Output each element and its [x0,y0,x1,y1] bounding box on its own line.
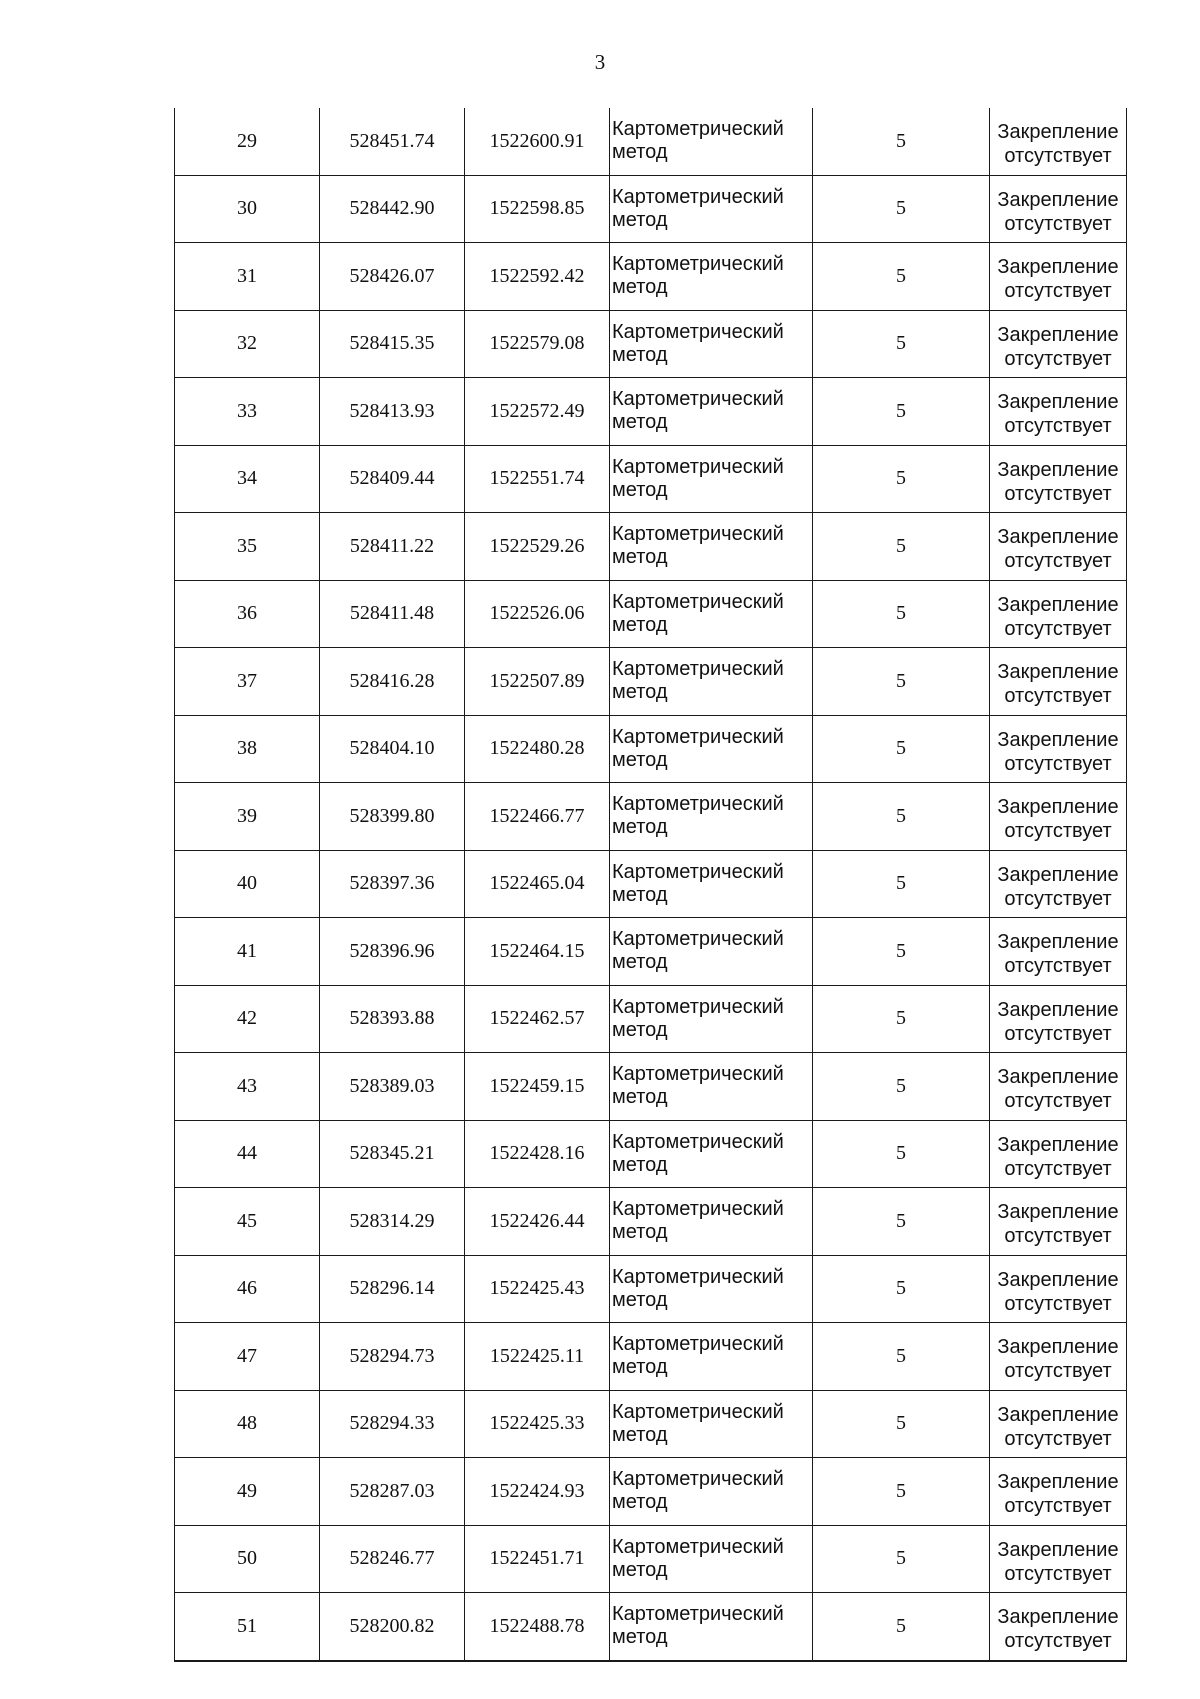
method-line-2: метод [612,478,668,501]
point-number-cell: 34 [175,445,320,513]
accuracy-cell: 5 [813,1188,990,1256]
x-coordinate-cell: 528246.77 [320,1525,465,1593]
fixation-cell [990,1053,1127,1121]
x-coordinate-cell: 528397.36 [320,850,465,918]
method-line-2: метод [612,748,668,771]
table-row [175,1390,1127,1458]
point-number-cell: 38 [175,715,320,783]
accuracy-cell: 5 [813,1323,990,1391]
fixation-line-2: отсутствует [1004,1630,1112,1653]
method-line-2: метод [612,276,668,299]
y-coordinate-cell: 1522425.33 [465,1390,610,1458]
method-cell [610,1255,813,1323]
method-cell [610,648,813,716]
table-row [175,1593,1127,1661]
method-cell [610,715,813,783]
point-number-cell: 31 [175,243,320,311]
fixation-line-2: отсутствует [1004,280,1112,303]
accuracy-cell: 5 [813,985,990,1053]
point-number-cell: 35 [175,513,320,581]
fixation-line-2: отсутствует [1004,347,1112,370]
fixation-cell [990,1525,1127,1593]
y-coordinate-cell: 1522428.16 [465,1120,610,1188]
y-coordinate-cell: 1522464.15 [465,918,610,986]
x-coordinate-cell: 528411.22 [320,513,465,581]
point-number-cell: 32 [175,310,320,378]
method-cell [610,918,813,986]
x-coordinate-cell: 528409.44 [320,445,465,513]
x-coordinate-cell: 528416.28 [320,648,465,716]
fixation-cell [990,1593,1127,1661]
method-line-1: Картометрический [612,590,784,613]
method-line-2: метод [612,1018,668,1041]
method-line-2: метод [612,343,668,366]
fixation-cell [990,175,1127,243]
method-line-1: Картометрический [612,1130,784,1153]
fixation-line-1: Закрепление [997,1471,1119,1494]
method-cell [610,985,813,1053]
fixation-line-2: отсутствует [1004,887,1112,910]
method-cell [610,1525,813,1593]
y-coordinate-cell: 1522551.74 [465,445,610,513]
y-coordinate-cell: 1522424.93 [465,1458,610,1526]
fixation-cell [990,580,1127,648]
fixation-cell [990,1323,1127,1391]
method-cell [610,1188,813,1256]
method-cell [610,580,813,648]
accuracy-cell: 5 [813,580,990,648]
y-coordinate-cell: 1522572.49 [465,378,610,446]
x-coordinate-cell: 528294.33 [320,1390,465,1458]
point-number-cell: 44 [175,1120,320,1188]
point-number-cell: 39 [175,783,320,851]
table-row [175,1255,1127,1323]
fixation-cell [990,108,1127,175]
table-row [175,580,1127,648]
table-row [175,1120,1127,1188]
method-line-1: Картометрический [612,1535,784,1558]
y-coordinate-cell: 1522507.89 [465,648,610,716]
table-row [175,1458,1127,1526]
fixation-cell [990,1188,1127,1256]
method-cell [610,378,813,446]
fixation-cell [990,1255,1127,1323]
fixation-cell [990,310,1127,378]
fixation-line-1: Закрепление [997,728,1119,751]
fixation-line-2: отсутствует [1004,482,1112,505]
method-line-2: метод [612,1153,668,1176]
fixation-line-2: отсутствует [1004,1022,1112,1045]
method-line-2: метод [612,1423,668,1446]
method-line-1: Картометрический [612,1603,784,1626]
fixation-line-2: отсутствует [1004,752,1112,775]
x-coordinate-cell: 528294.73 [320,1323,465,1391]
point-number-cell: 29 [175,108,320,175]
point-number-cell: 49 [175,1458,320,1526]
table-row [175,783,1127,851]
accuracy-cell: 5 [813,648,990,716]
table-row [175,985,1127,1053]
fixation-line-1: Закрепление [997,1133,1119,1156]
accuracy-cell: 5 [813,715,990,783]
fixation-line-1: Закрепление [997,1336,1119,1359]
accuracy-cell: 5 [813,513,990,581]
accuracy-cell: 5 [813,243,990,311]
point-number-cell: 45 [175,1188,320,1256]
method-line-2: метод [612,1221,668,1244]
y-coordinate-cell: 1522466.77 [465,783,610,851]
fixation-line-1: Закрепление [997,391,1119,414]
accuracy-cell: 5 [813,918,990,986]
method-line-1: Картометрический [612,523,784,546]
fixation-line-2: отсутствует [1004,1562,1112,1585]
method-cell [610,310,813,378]
method-line-1: Картометрический [612,1468,784,1491]
method-cell [610,1390,813,1458]
method-line-1: Картометрический [612,388,784,411]
table-row [175,108,1127,175]
method-line-2: метод [612,613,668,636]
fixation-line-1: Закрепление [997,661,1119,684]
x-coordinate-cell: 528411.48 [320,580,465,648]
fixation-line-1: Закрепление [997,1066,1119,1089]
table-row [175,310,1127,378]
point-number-cell: 48 [175,1390,320,1458]
table-row [175,648,1127,716]
accuracy-cell: 5 [813,310,990,378]
x-coordinate-cell: 528287.03 [320,1458,465,1526]
method-line-1: Картометрический [612,185,784,208]
method-line-1: Картометрический [612,860,784,883]
method-line-1: Картометрический [612,1198,784,1221]
method-cell [610,445,813,513]
method-cell [610,513,813,581]
method-line-1: Картометрический [612,253,784,276]
accuracy-cell: 5 [813,1593,990,1661]
point-number-cell: 47 [175,1323,320,1391]
point-number-cell: 33 [175,378,320,446]
x-coordinate-cell: 528451.74 [320,108,465,175]
y-coordinate-cell: 1522465.04 [465,850,610,918]
fixation-cell [990,513,1127,581]
method-line-2: метод [612,1356,668,1379]
method-line-2: метод [612,816,668,839]
y-coordinate-cell: 1522529.26 [465,513,610,581]
x-coordinate-cell: 528399.80 [320,783,465,851]
y-coordinate-cell: 1522451.71 [465,1525,610,1593]
point-number-cell: 30 [175,175,320,243]
fixation-line-2: отсутствует [1004,145,1112,168]
accuracy-cell: 5 [813,1390,990,1458]
fixation-line-2: отсутствует [1004,550,1112,573]
fixation-line-1: Закрепление [997,121,1119,144]
fixation-line-1: Закрепление [997,931,1119,954]
accuracy-cell: 5 [813,175,990,243]
method-line-1: Картометрический [612,658,784,681]
method-line-1: Картометрический [612,1333,784,1356]
fixation-cell [990,783,1127,851]
fixation-line-2: отсутствует [1004,1292,1112,1315]
point-number-cell: 40 [175,850,320,918]
fixation-line-2: отсутствует [1004,1427,1112,1450]
page-number: 3 [594,50,606,74]
method-line-1: Картометрический [612,455,784,478]
method-line-2: метод [612,208,668,231]
method-line-2: метод [612,1626,668,1649]
method-line-1: Картометрический [612,725,784,748]
y-coordinate-cell: 1522579.08 [465,310,610,378]
point-number-cell: 37 [175,648,320,716]
x-coordinate-cell: 528393.88 [320,985,465,1053]
accuracy-cell: 5 [813,850,990,918]
fixation-cell [990,243,1127,311]
method-line-1: Картометрический [612,1400,784,1423]
point-number-cell: 50 [175,1525,320,1593]
y-coordinate-cell: 1522459.15 [465,1053,610,1121]
method-cell [610,1593,813,1661]
x-coordinate-cell: 528296.14 [320,1255,465,1323]
method-cell [610,108,813,175]
table-row [175,513,1127,581]
point-number-cell: 51 [175,1593,320,1661]
fixation-cell [990,378,1127,446]
table-row [175,850,1127,918]
table-row [175,1188,1127,1256]
y-coordinate-cell: 1522425.11 [465,1323,610,1391]
x-coordinate-cell: 528389.03 [320,1053,465,1121]
method-line-2: метод [612,1086,668,1109]
y-coordinate-cell: 1522600.91 [465,108,610,175]
accuracy-cell: 5 [813,783,990,851]
method-line-2: метод [612,1288,668,1311]
fixation-line-1: Закрепление [997,1268,1119,1291]
accuracy-cell: 5 [813,1053,990,1121]
method-cell [610,1458,813,1526]
fixation-line-2: отсутствует [1004,685,1112,708]
point-number-cell: 42 [175,985,320,1053]
method-line-2: метод [612,141,668,164]
method-cell [610,1323,813,1391]
fixation-cell [990,985,1127,1053]
fixation-cell [990,648,1127,716]
fixation-line-2: отсутствует [1004,820,1112,843]
x-coordinate-cell: 528200.82 [320,1593,465,1661]
method-line-2: метод [612,1558,668,1581]
table-row [175,378,1127,446]
y-coordinate-cell: 1522488.78 [465,1593,610,1661]
fixation-line-2: отсутствует [1004,1157,1112,1180]
table-row [175,243,1127,311]
method-cell [610,1120,813,1188]
x-coordinate-cell: 528413.93 [320,378,465,446]
method-line-1: Картометрический [612,118,784,141]
table-row [175,175,1127,243]
x-coordinate-cell: 528345.21 [320,1120,465,1188]
y-coordinate-cell: 1522480.28 [465,715,610,783]
accuracy-cell: 5 [813,1120,990,1188]
fixation-cell [990,715,1127,783]
fixation-line-1: Закрепление [997,1201,1119,1224]
table-row [175,715,1127,783]
method-line-2: метод [612,411,668,434]
fixation-line-2: отсутствует [1004,1495,1112,1518]
accuracy-cell: 5 [813,108,990,175]
method-line-1: Картометрический [612,928,784,951]
y-coordinate-cell: 1522526.06 [465,580,610,648]
coordinates-table [174,108,1127,1662]
fixation-line-2: отсутствует [1004,955,1112,978]
fixation-cell [990,1120,1127,1188]
method-line-2: метод [612,546,668,569]
fixation-line-1: Закрепление [997,863,1119,886]
y-coordinate-cell: 1522426.44 [465,1188,610,1256]
method-line-2: метод [612,1491,668,1514]
x-coordinate-cell: 528314.29 [320,1188,465,1256]
method-line-2: метод [612,951,668,974]
fixation-line-1: Закрепление [997,458,1119,481]
method-cell [610,850,813,918]
fixation-line-2: отсутствует [1004,212,1112,235]
point-number-cell: 36 [175,580,320,648]
fixation-cell [990,445,1127,513]
fixation-line-1: Закрепление [997,256,1119,279]
accuracy-cell: 5 [813,1458,990,1526]
accuracy-cell: 5 [813,378,990,446]
table-body [175,108,1127,1661]
point-number-cell: 43 [175,1053,320,1121]
fixation-line-1: Закрепление [997,188,1119,211]
method-line-2: метод [612,883,668,906]
fixation-cell [990,918,1127,986]
fixation-cell [990,1458,1127,1526]
y-coordinate-cell: 1522425.43 [465,1255,610,1323]
fixation-cell [990,1390,1127,1458]
fixation-line-1: Закрепление [997,526,1119,549]
method-line-1: Картометрический [612,320,784,343]
x-coordinate-cell: 528404.10 [320,715,465,783]
fixation-line-2: отсутствует [1004,415,1112,438]
fixation-line-1: Закрепление [997,998,1119,1021]
point-number-cell: 46 [175,1255,320,1323]
x-coordinate-cell: 528442.90 [320,175,465,243]
point-number-cell: 41 [175,918,320,986]
fixation-line-1: Закрепление [997,1538,1119,1561]
method-cell [610,783,813,851]
x-coordinate-cell: 528426.07 [320,243,465,311]
y-coordinate-cell: 1522592.42 [465,243,610,311]
fixation-line-1: Закрепление [997,593,1119,616]
table-row [175,1053,1127,1121]
fixation-line-2: отсутствует [1004,1360,1112,1383]
accuracy-cell: 5 [813,445,990,513]
fixation-line-2: отсутствует [1004,1090,1112,1113]
method-line-1: Картометрический [612,1063,784,1086]
method-cell [610,243,813,311]
fixation-line-2: отсутствует [1004,617,1112,640]
fixation-line-1: Закрепление [997,1403,1119,1426]
y-coordinate-cell: 1522462.57 [465,985,610,1053]
fixation-line-1: Закрепление [997,796,1119,819]
method-line-1: Картометрический [612,1265,784,1288]
method-cell [610,1053,813,1121]
x-coordinate-cell: 528396.96 [320,918,465,986]
method-line-1: Картометрический [612,793,784,816]
fixation-line-1: Закрепление [997,1606,1119,1629]
accuracy-cell: 5 [813,1525,990,1593]
fixation-line-2: отсутствует [1004,1225,1112,1248]
method-cell [610,175,813,243]
y-coordinate-cell: 1522598.85 [465,175,610,243]
method-line-1: Картометрический [612,995,784,1018]
x-coordinate-cell: 528415.35 [320,310,465,378]
method-line-2: метод [612,681,668,704]
fixation-cell [990,850,1127,918]
accuracy-cell: 5 [813,1255,990,1323]
table-row [175,1323,1127,1391]
table-row [175,445,1127,513]
table-row [175,1525,1127,1593]
table-row [175,918,1127,986]
fixation-line-1: Закрепление [997,323,1119,346]
